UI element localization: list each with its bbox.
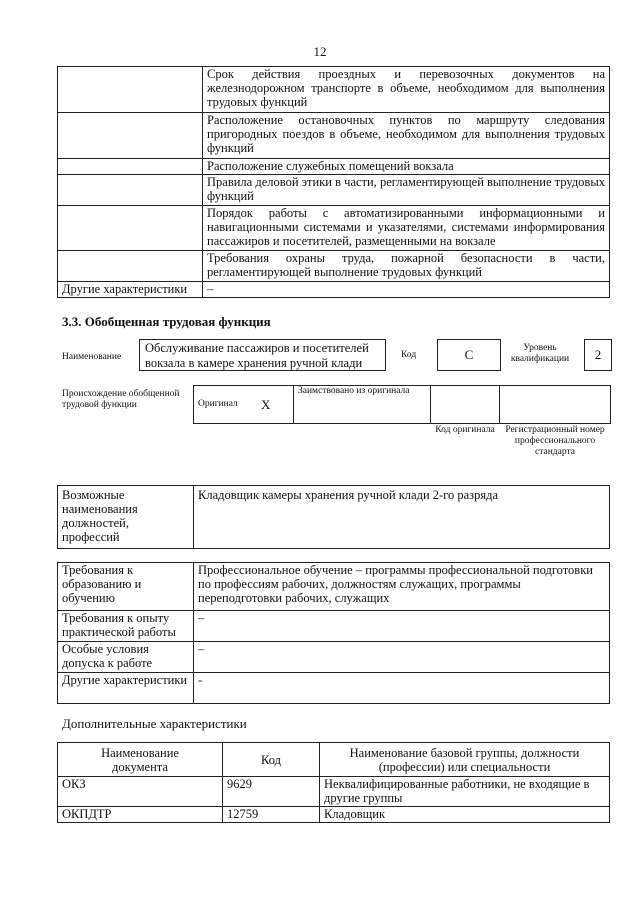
- requirements-table: [57, 562, 610, 704]
- code-label: Код: [401, 350, 417, 360]
- row-text: –: [203, 282, 610, 298]
- original-label: Оригинал: [194, 386, 258, 424]
- row-label: [58, 113, 203, 159]
- table-row: [58, 67, 610, 113]
- table-row: [58, 642, 610, 673]
- row-text: Правила деловой этики в части, регламентирующей выполнение трудовых функций: [203, 175, 610, 206]
- code-cell: 12759: [223, 807, 320, 823]
- row-label: [58, 251, 203, 282]
- group-cell: Неквалифицированные работники, не входящие в другие группы: [320, 777, 610, 807]
- table-row: [58, 611, 610, 642]
- requirement-value: –: [194, 611, 610, 642]
- table-row: [58, 159, 610, 175]
- row-text: Расположение остановочных пунктов по маршруту следования пригородных поездов в объеме, необходимом для выполнения трудовых функций: [203, 113, 610, 159]
- table-row: [58, 673, 610, 704]
- table-row: [58, 563, 610, 611]
- requirement-label: Требования к опыту практической работы: [58, 611, 194, 642]
- table-row: [58, 777, 610, 807]
- requirement-value: Профессиональное обучение – программы профессиональной подготовки по профессиям рабочих, должностям служащих, программы переподготовки рабочих, служащих: [194, 563, 610, 611]
- qualification-level: 2: [584, 339, 612, 371]
- table-row: [58, 282, 610, 298]
- row-label: [58, 159, 203, 175]
- page-number: 12: [313, 44, 327, 59]
- header-group: Наименование базовой группы, должности (профессии) или специальности: [320, 743, 610, 777]
- origin-code-cell: [431, 386, 500, 424]
- row-text: Срок действия проездных и перевозочных документов на железнодорожном транспорте в объеме, необходимом для выполнения трудовых функций: [203, 67, 610, 113]
- requirement-label: Особые условия допуска к работе: [58, 642, 194, 673]
- row-text: Требования охраны труда, пожарной безопасности в части, регламентирующей выполнение трудовых функций: [203, 251, 610, 282]
- header-code: Код: [223, 743, 320, 777]
- original-mark: X: [257, 386, 294, 424]
- additional-title: Дополнительные характеристики: [62, 716, 247, 731]
- requirement-label: Требования к образованию и обучению: [58, 563, 194, 611]
- row-label: [58, 175, 203, 206]
- doc-cell: ОКПДТР: [58, 807, 223, 823]
- header-doc: Наименование документа: [58, 743, 223, 777]
- row-label: [58, 67, 203, 113]
- table-row: [58, 251, 610, 282]
- table-header-row: [58, 743, 610, 777]
- origin-label: Происхождение обобщенной трудовой функции: [62, 389, 180, 410]
- reg-caption: Регистрационный номер профессионального стандарта: [505, 425, 605, 457]
- doc-cell: ОКЗ: [58, 777, 223, 807]
- reg-number-cell: [500, 386, 611, 424]
- section-title: 3.3. Обобщенная трудовая функция: [62, 314, 271, 329]
- row-text: Расположение служебных помещений вокзала: [203, 159, 610, 175]
- code-cell: 9629: [223, 777, 320, 807]
- origin-table: [193, 385, 611, 424]
- group-cell: Кладовщик: [320, 807, 610, 823]
- requirement-value: –: [194, 642, 610, 673]
- borrowed-label: Заимствовано из оригинала: [294, 386, 431, 424]
- table-row: [58, 807, 610, 823]
- requirement-label: Другие характеристики: [58, 673, 194, 704]
- additional-table: [57, 742, 610, 823]
- function-name: Обслуживание пассажиров и посетителей вокзала в камере хранения ручной клади: [139, 339, 386, 371]
- row-label: Другие характеристики: [58, 282, 203, 298]
- name-label: Наименование: [62, 352, 122, 362]
- positions-label: Возможные наименования должностей, профессий: [58, 486, 194, 549]
- positions-value: Кладовщик камеры хранения ручной клади 2-го разряда: [194, 486, 610, 549]
- level-label: Уровень квалификации: [510, 343, 570, 364]
- row-label: [58, 206, 203, 251]
- knowledge-table: [57, 66, 610, 298]
- table-row: [58, 206, 610, 251]
- code-caption: Код оригинала: [435, 425, 495, 435]
- function-code: C: [437, 339, 501, 371]
- table-row: [58, 113, 610, 159]
- requirement-value: -: [194, 673, 610, 704]
- row-text: Порядок работы с автоматизированными информационными и навигационными системами и указателями, системами информирования пассажиров и посетителей, размещенными на вокзале: [203, 206, 610, 251]
- positions-table: [57, 485, 610, 549]
- table-row: [58, 175, 610, 206]
